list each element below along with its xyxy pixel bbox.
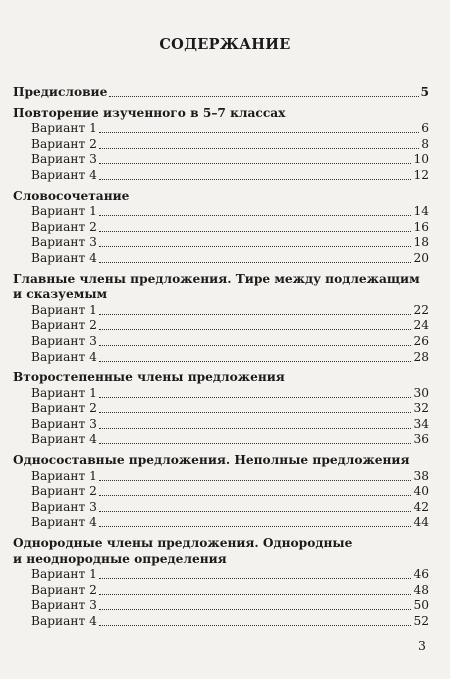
toc-entry-label: Вариант 2 bbox=[31, 136, 97, 151]
dot-leader bbox=[99, 417, 412, 429]
toc-entry-page: 14 bbox=[413, 204, 429, 219]
toc-entry-page: 6 bbox=[421, 121, 429, 136]
toc-entry-variant bbox=[13, 567, 429, 583]
page-number: 3 bbox=[418, 638, 426, 653]
toc-entry-page: 5 bbox=[420, 85, 429, 99]
toc-entry-variant bbox=[13, 220, 429, 236]
dot-leader bbox=[99, 515, 412, 527]
toc-entry-variant bbox=[13, 401, 429, 417]
toc-entry-page: 10 bbox=[413, 152, 429, 167]
toc-entry-variant bbox=[13, 350, 429, 366]
toc-entry-label: Вариант 2 bbox=[31, 318, 97, 333]
toc-entry-label: Вариант 2 bbox=[31, 219, 97, 234]
toc-section-heading: и неоднородные определения bbox=[13, 551, 227, 566]
dot-leader bbox=[99, 334, 412, 346]
toc-entry-page: 40 bbox=[413, 484, 429, 499]
toc-entry-variant bbox=[13, 251, 429, 267]
toc-entry-preface bbox=[13, 85, 429, 101]
toc-entry-page: 42 bbox=[413, 499, 429, 514]
toc-entry-page: 50 bbox=[413, 598, 429, 613]
dot-leader bbox=[99, 598, 412, 610]
toc-entry-variant bbox=[13, 484, 429, 500]
dot-leader bbox=[99, 121, 419, 133]
toc-entry-page: 20 bbox=[413, 250, 429, 265]
dot-leader bbox=[99, 220, 412, 232]
dot-leader bbox=[99, 386, 412, 398]
toc-section-heading: Односоставные предложения. Неполные предложения bbox=[13, 453, 410, 468]
dot-leader bbox=[99, 614, 412, 626]
dot-leader bbox=[99, 432, 412, 444]
page-title: СОДЕРЖАНИЕ bbox=[159, 36, 291, 53]
toc-entry-label: Вариант 3 bbox=[31, 333, 97, 348]
toc-entry-label: Вариант 4 bbox=[31, 515, 97, 530]
toc-entry-variant bbox=[13, 469, 429, 485]
toc-entry-page: 36 bbox=[413, 432, 429, 447]
dot-leader bbox=[99, 484, 412, 496]
toc-entry-label: Вариант 3 bbox=[31, 416, 97, 431]
dot-leader bbox=[99, 469, 412, 481]
toc-entry-page: 8 bbox=[421, 136, 429, 151]
toc-section-heading: Словосочетание bbox=[13, 188, 130, 203]
toc-entry-label: Вариант 3 bbox=[31, 152, 97, 167]
dot-leader bbox=[99, 318, 412, 330]
toc-entry-variant bbox=[13, 386, 429, 402]
toc-entry-label: Вариант 4 bbox=[31, 250, 97, 265]
toc-entry-variant bbox=[13, 152, 429, 168]
dot-leader bbox=[99, 350, 412, 362]
toc-entry-label: Вариант 2 bbox=[31, 484, 97, 499]
toc-entry-variant bbox=[13, 235, 429, 251]
toc-entry-label: Вариант 2 bbox=[31, 582, 97, 597]
toc-section-heading: Повторение изученного в 5–7 классах bbox=[13, 105, 286, 120]
toc-entry-label: Вариант 2 bbox=[31, 401, 97, 416]
toc-entry-variant bbox=[13, 121, 429, 137]
toc-entry-variant bbox=[13, 137, 429, 153]
toc-entry-variant bbox=[13, 168, 429, 184]
toc-entry-page: 44 bbox=[413, 515, 429, 530]
dot-leader bbox=[99, 235, 412, 247]
toc-entry-page: 26 bbox=[413, 333, 429, 348]
toc-entry-label: Вариант 4 bbox=[31, 349, 97, 364]
dot-leader bbox=[99, 204, 412, 216]
toc-entry-label: Вариант 3 bbox=[31, 499, 97, 514]
toc-entry-page: 22 bbox=[413, 302, 429, 317]
dot-leader bbox=[99, 401, 412, 413]
toc-entry-page: 24 bbox=[413, 318, 429, 333]
toc-entry-page: 16 bbox=[413, 219, 429, 234]
dot-leader bbox=[99, 168, 412, 180]
toc-entry-variant bbox=[13, 432, 429, 448]
toc-section-heading: и сказуемым bbox=[13, 287, 108, 302]
dot-leader bbox=[99, 303, 412, 315]
toc-entry-page: 34 bbox=[413, 416, 429, 431]
dot-leader bbox=[99, 251, 412, 263]
toc-entry-variant bbox=[13, 614, 429, 630]
toc-entry-page: 32 bbox=[413, 401, 429, 416]
toc-entry-page: 12 bbox=[413, 167, 429, 182]
toc-entry-page: 38 bbox=[413, 468, 429, 483]
toc-entry-page: 30 bbox=[413, 385, 429, 400]
toc-entry-page: 52 bbox=[413, 614, 429, 628]
toc-entry-label: Вариант 1 bbox=[31, 121, 97, 136]
dot-leader bbox=[99, 137, 419, 149]
toc-entry-label: Вариант 1 bbox=[31, 468, 97, 483]
dot-leader bbox=[99, 583, 412, 595]
toc-section-heading: Главные члены предложения. Тире между подлежащим bbox=[13, 271, 420, 286]
dot-leader bbox=[99, 152, 412, 164]
toc-entry-variant bbox=[13, 204, 429, 220]
toc-entry-label: Вариант 1 bbox=[31, 302, 97, 317]
toc-entry-variant bbox=[13, 598, 429, 614]
toc-entry-page: 28 bbox=[413, 349, 429, 364]
dot-leader bbox=[99, 567, 412, 579]
toc-entry-label: Вариант 1 bbox=[31, 567, 97, 582]
toc-entry-variant bbox=[13, 515, 429, 531]
toc-entry-label: Вариант 3 bbox=[31, 235, 97, 250]
toc-entry-label: Предисловие bbox=[13, 85, 108, 99]
toc-entry-variant bbox=[13, 318, 429, 334]
toc-entry-variant bbox=[13, 334, 429, 350]
toc-entry-page: 18 bbox=[413, 235, 429, 250]
dot-leader bbox=[99, 500, 412, 512]
toc-entry-label: Вариант 4 bbox=[31, 614, 97, 628]
toc-entry-label: Вариант 1 bbox=[31, 385, 97, 400]
toc-entry-label: Вариант 4 bbox=[31, 167, 97, 182]
toc-entry-variant bbox=[13, 500, 429, 516]
toc-entry-label: Вариант 3 bbox=[31, 598, 97, 613]
toc-entry-variant bbox=[13, 417, 429, 433]
toc-entry-variant bbox=[13, 303, 429, 319]
table-of-contents bbox=[13, 85, 429, 630]
toc-entry-variant bbox=[13, 583, 429, 599]
dot-leader bbox=[109, 85, 418, 97]
toc-entry-label: Вариант 1 bbox=[31, 204, 97, 219]
toc-entry-page: 46 bbox=[413, 567, 429, 582]
toc-section-heading: Однородные члены предложения. Однородные bbox=[13, 536, 353, 551]
toc-section-heading: Второстепенные члены предложения bbox=[13, 370, 285, 385]
toc-entry-label: Вариант 4 bbox=[31, 432, 97, 447]
toc-entry-page: 48 bbox=[413, 582, 429, 597]
